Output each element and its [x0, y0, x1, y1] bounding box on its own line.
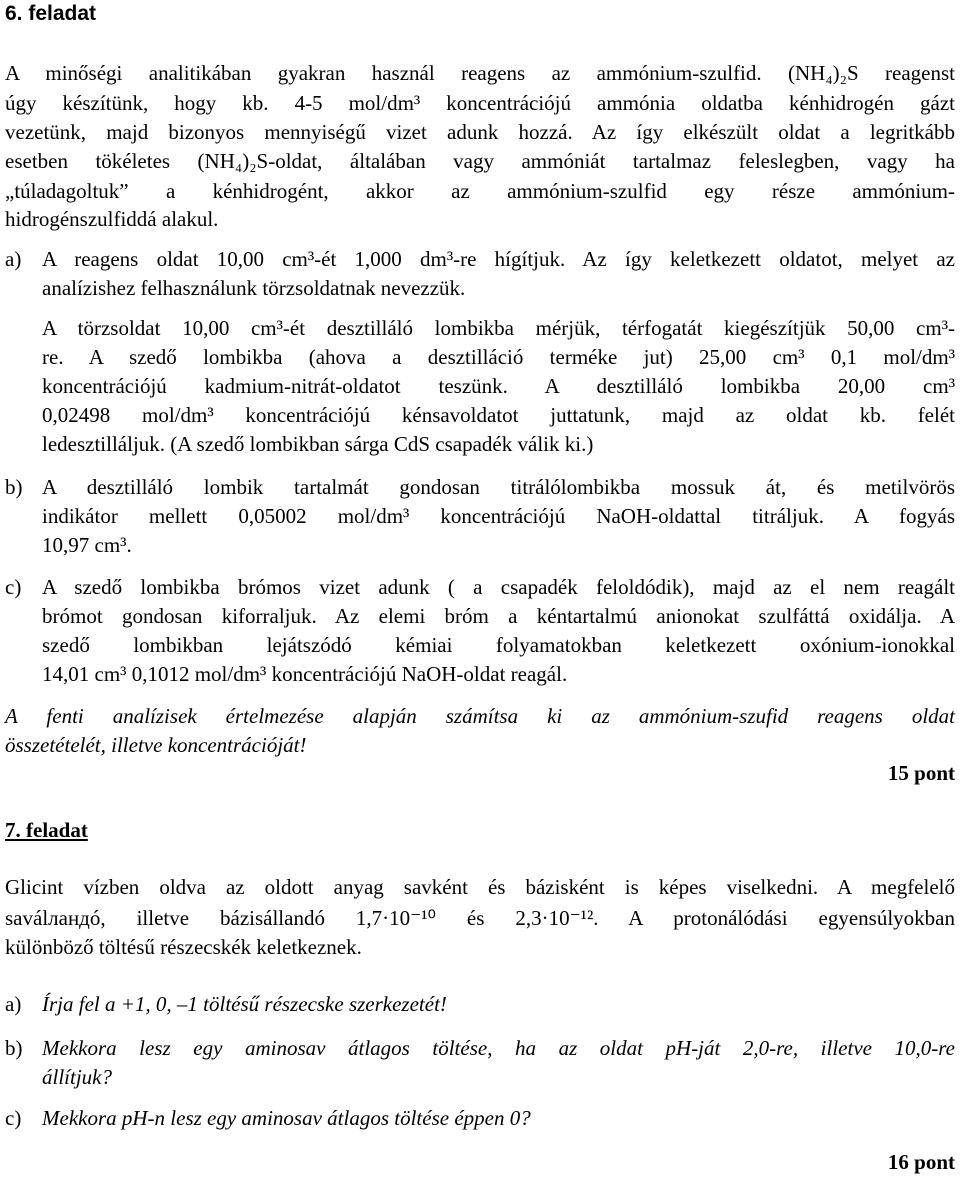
part-a2-line: koncentrációjú kadmium-nitrát-oldatot teszünk. A desztilláló lombikba 20,00 cm³ — [42, 374, 955, 398]
part-b-line: indikátor mellett 0,05002 mol/dm³ koncentrációjú NaOH-oldattal titráljuk. A fogyás — [42, 504, 955, 528]
task7-part-b-line: Mekkora lesz egy aminosav átlagos töltése, ha az oldat pH-ját 2,0-re, illetve 10,0-re — [42, 1036, 955, 1060]
part-b-label: b) — [5, 475, 23, 499]
task6-heading: 6. feladat — [5, 2, 97, 25]
question-line: összetételét, illetve koncentrációját! — [5, 733, 307, 757]
intro-line: úgy készítünk, hogy kb. 4-5 mol/dm³ koncentrációjú ammónia oldatba kénhidrogén gázt — [5, 91, 955, 115]
part-c-line: brómot gondosan kiforraljuk. Az elemi bróm a kéntartalmú anionokat szulfáttá oxidálja. A — [42, 604, 955, 628]
intro-line: hidrogénszulfiddá alakul. — [5, 207, 219, 231]
part-a2-line: A törzsoldat 10,00 cm³-ét desztilláló lombikba mérjük, térfogatát kiegészítjük 50,00 cm³- — [42, 316, 955, 340]
part-c-label: c) — [5, 575, 22, 599]
part-c-line: 14,01 cm³ 0,1012 mol/dm³ koncentrációjú NaOH-oldat reagál. — [42, 662, 568, 686]
intro-line: „túladagoltuk” a kénhidrogént, akkor az ammónium-szulfid egy része ammónium- — [5, 179, 955, 203]
part-a-line: A reagens oldat 10,00 cm³-ét 1,000 dm³-re hígítjuk. Az így keletkezett oldatot, melyet az — [42, 247, 955, 271]
task7-heading: 7. feladat — [5, 818, 88, 842]
part-c-line: A szedő lombikba brómos vizet adunk ( a csapadék feloldódik), majd az el nem reagált — [42, 575, 955, 599]
task7-part-c-label: c) — [5, 1106, 22, 1130]
part-a2-line: ledesztilláljuk. (A szedő lombikban sárga CdS csapadék válik ki.) — [42, 432, 594, 456]
task7-points: 16 pont — [887, 1150, 955, 1174]
task7-part-b-line: állítjuk? — [42, 1065, 112, 1089]
part-a-label: a) — [5, 247, 22, 271]
intro-line: esetben tökéletes (NH₄)₂S-oldat, általában vagy ammóniát tartalmaz feleslegben, vagy ha — [5, 149, 955, 173]
task7-intro-line: Glicint vízben oldva az oldott anyag savként és bázisként is képes viselkedni. A megfelelő — [5, 875, 955, 899]
task7-part-c: Mekkora pH-n lesz egy aminosav átlagos töltése éppen 0? — [42, 1106, 531, 1130]
task7-intro-line: saválландó, illetve bázisállandó 1,7·10⁻¹⁰ és 2,3·10⁻¹². A protonálódási egyensúlyokban — [5, 906, 955, 930]
part-b-line: 10,97 cm³. — [42, 533, 132, 557]
question-line: A fenti analízisek értelmezése alapján számítsa ki az ammónium-szufid reagens oldat — [5, 704, 955, 728]
task6-points: 15 pont — [887, 761, 955, 785]
task7-part-a-label: a) — [5, 992, 22, 1016]
part-a2-line: re. A szedő lombikba (ahova a desztilláció terméke jut) 25,00 cm³ 0,1 mol/dm³ — [42, 345, 955, 369]
task7-part-a: Írja fel a +1, 0, –1 töltésű részecske szerkezetét! — [42, 992, 447, 1016]
part-c-line: szedő lombikban lejátszódó kémiai folyamatokban keletkezett oxónium-ionokkal — [42, 633, 955, 657]
part-a2-line: 0,02498 mol/dm³ koncentrációjú kénsavoldatot juttatunk, majd az oldat kb. felét — [42, 403, 955, 427]
part-b-line: A desztilláló lombik tartalmát gondosan titrálólombikba mossuk át, és metilvörös — [42, 475, 955, 499]
task7-part-b-label: b) — [5, 1036, 23, 1060]
intro-line: A minőségi analitikában gyakran használ reagens az ammónium-szulfid. (NH₄)₂S reagenst — [5, 61, 955, 85]
task7-intro-line: különböző töltésű részecskék keletkeznek. — [5, 935, 362, 959]
intro-line: vezetünk, majd bizonyos mennyiségű vizet adunk hozzá. Az így elkészült oldat a legritkább — [5, 120, 955, 144]
part-a-line: analízishez felhasználunk törzsoldatnak nevezzük. — [42, 276, 466, 300]
